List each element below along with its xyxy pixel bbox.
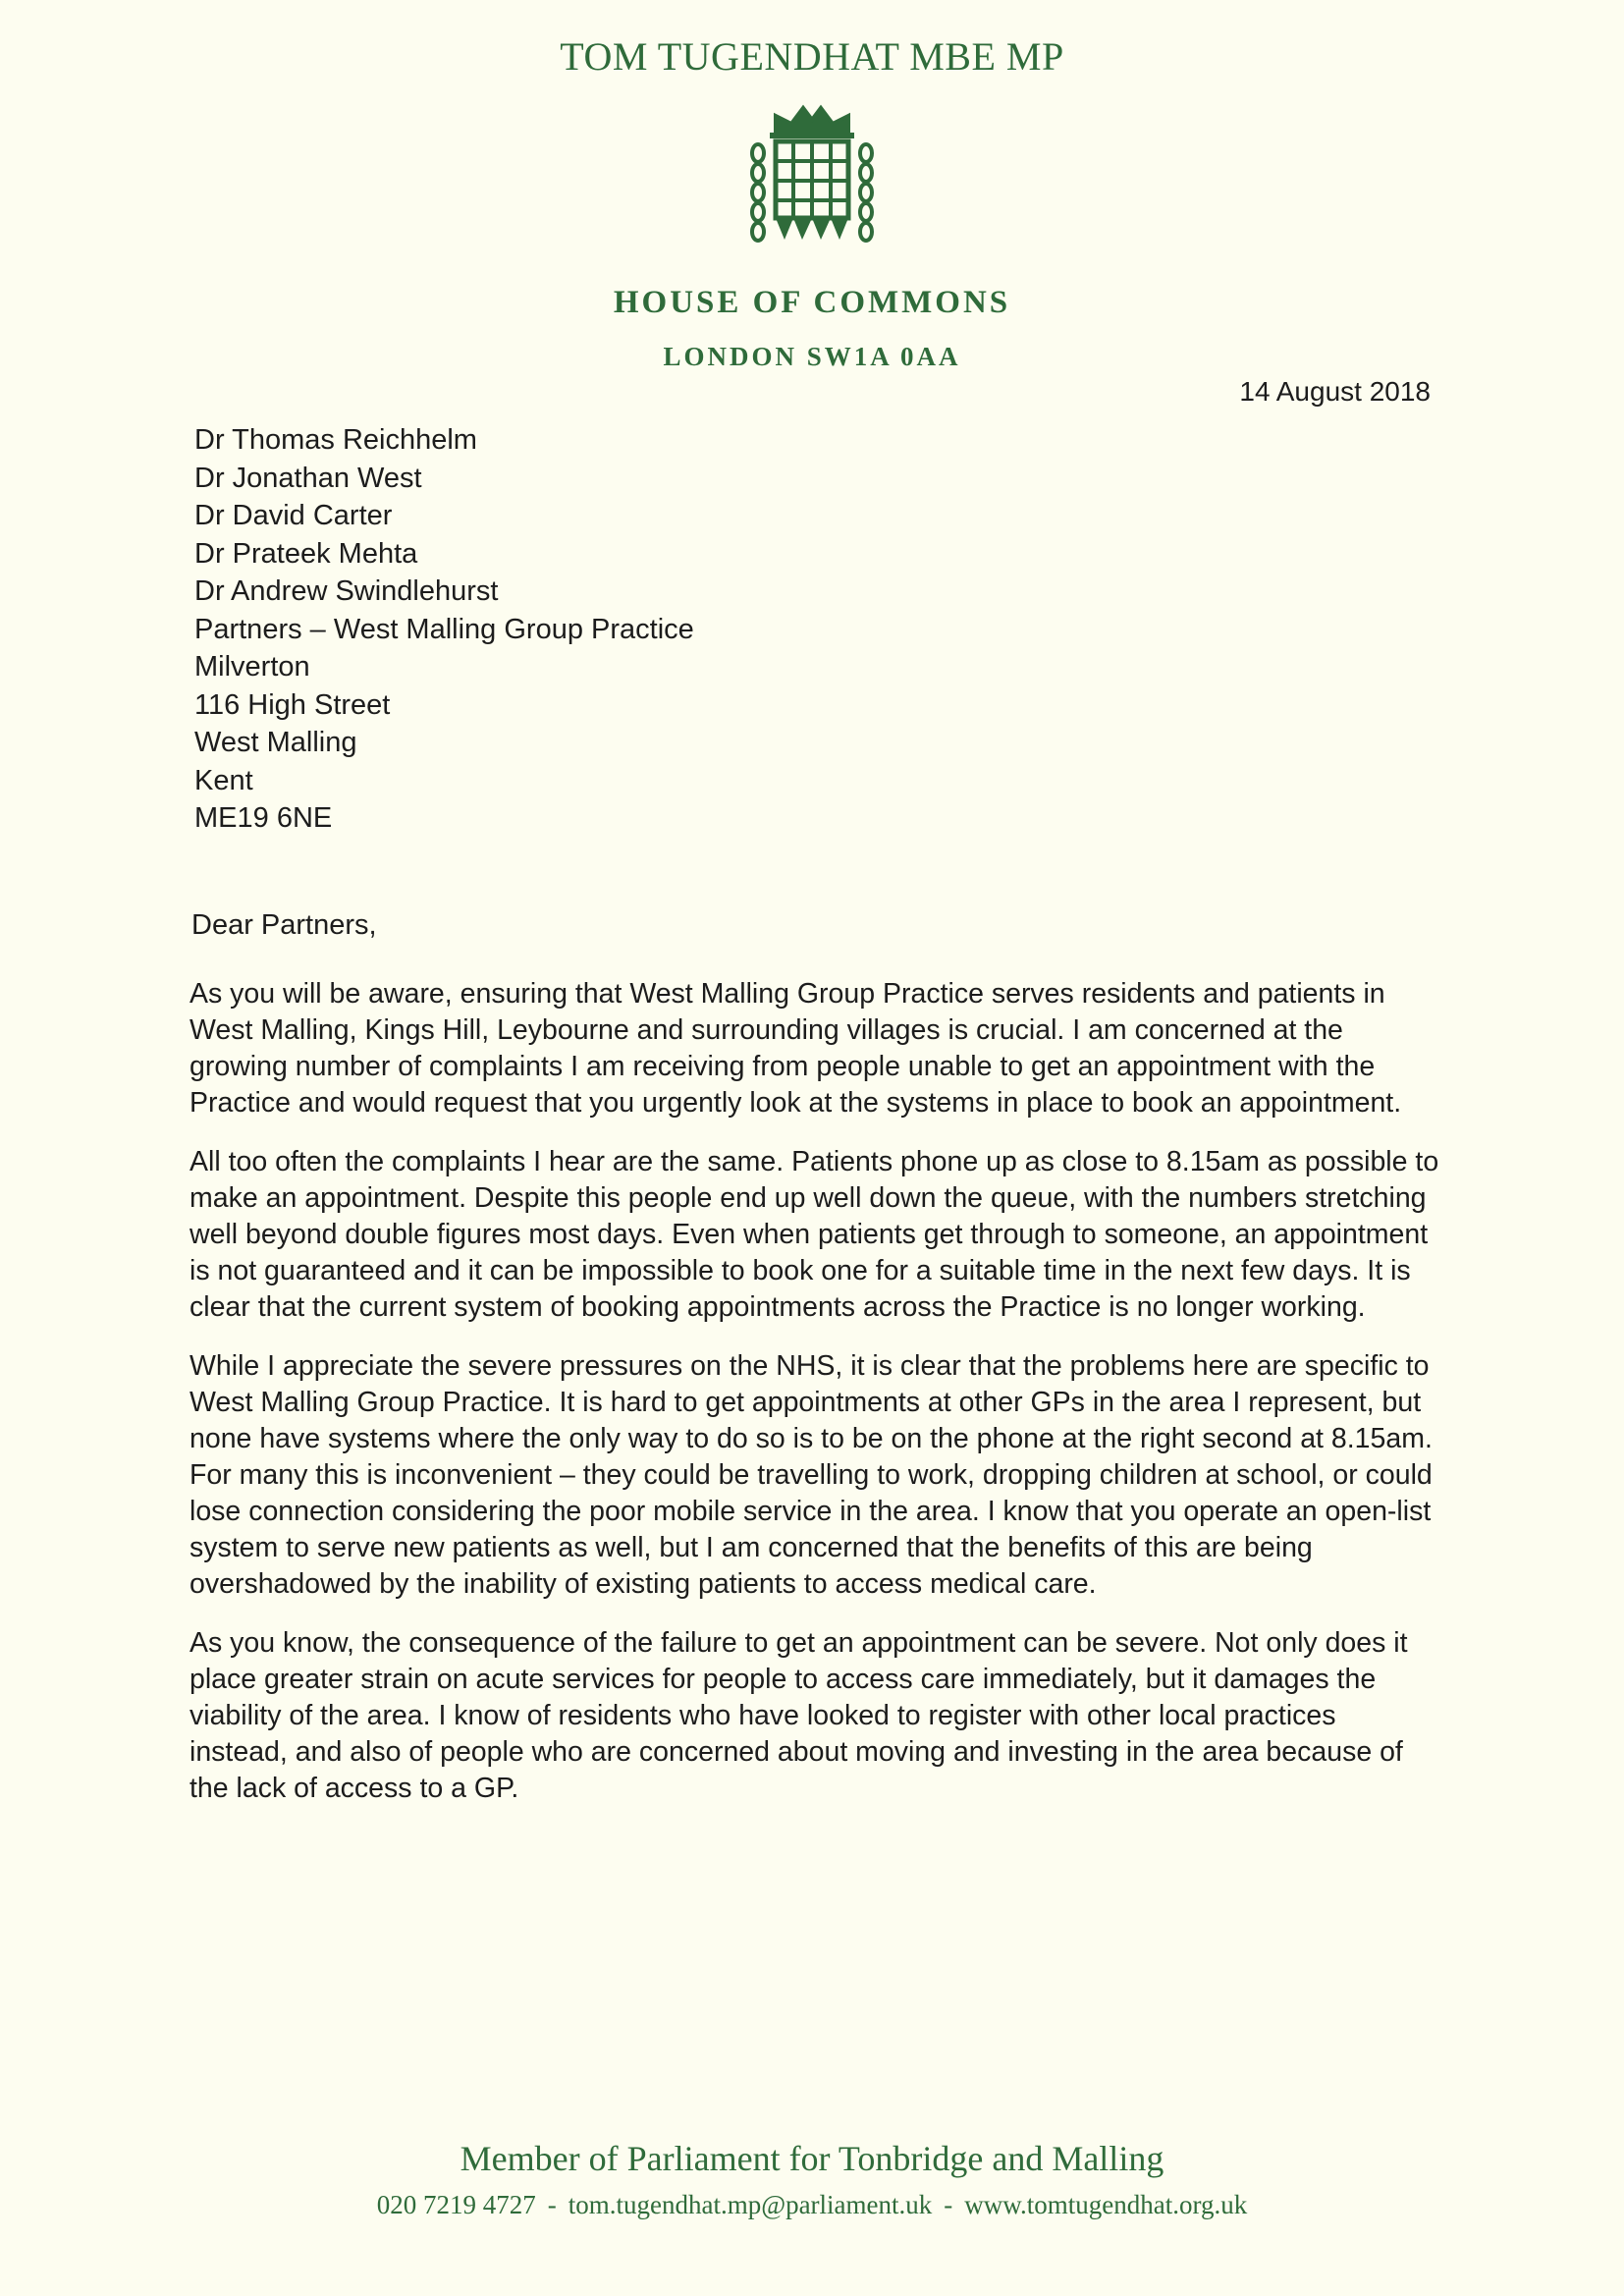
address-line: Dr Thomas Reichhelm: [194, 424, 477, 456]
body-paragraph: As you will be aware, ensuring that West Malling Group Practice serves residents and patients in West Malling, Kings Hill, Leybourne and surrounding villages is crucial. I am concerned at the growing number of complaints I am receiving from people unable to get an appointment with the Practice and would request that you urgently look at the systems in place to book an appointment.: [189, 978, 1402, 1119]
footer-phone: 020 7219 4727: [376, 2190, 536, 2219]
footer-separator: -: [547, 2190, 557, 2219]
mp-name-heading: TOM TUGENDHAT MBE MP: [560, 34, 1064, 79]
house-of-commons-heading: HOUSE OF COMMONS: [613, 285, 1011, 320]
body-paragraph: While I appreciate the severe pressures on the NHS, it is clear that the problems here are specific to West Malling Group Practice. It is hard to get appointments at other GPs in the area I represent, but none have systems where the only way to do so is to be on the phone at the right second at 8.15am. For many this is inconvenient – they could be travelling to work, dropping children at school, or could lose connection considering the poor mobile service in the area. I know that you operate an open-list system to serve new patients as well, but I am concerned that the benefits of this are being overshadowed by the inability of existing patients to access medical care.: [189, 1350, 1433, 1600]
footer-title: Member of Parliament for Tonbridge and Malling: [460, 2139, 1164, 2178]
address-line: Kent: [194, 764, 253, 796]
address-line: Dr Prateek Mehta: [194, 537, 418, 570]
address-line: Milverton: [194, 651, 310, 683]
footer-website-link[interactable]: www.tomtugendhat.org.uk: [964, 2190, 1248, 2219]
address-line: ME19 6NE: [194, 802, 333, 834]
address-line: 116 High Street: [194, 688, 391, 721]
recipient-address-block: [194, 421, 694, 838]
address-line: West Malling: [194, 727, 357, 758]
salutation: Dear Partners,: [191, 909, 377, 941]
body-paragraph: All too often the complaints I hear are the same. Patients phone up as close to 8.15am as possible to make an appointment. Despite this people end up well down the queue, with the numbers stretching well beyond double figures most days. Even when patients get through to someone, an appointment is not guaranteed and it can be impossible to book one for a suitable time in the next few days. It is clear that the current system of booking appointments across the Practice is no longer working.: [189, 1146, 1439, 1323]
body-paragraph: As you know, the consequence of the failure to get an appointment can be severe. Not only does it place greater strain on acute services for people to access care immediately, but it damages the viability of the area. I know of residents who have looked to register with other local practices instead, and also of people who are concerned about moving and investing in the area because of the lack of access to a GP.: [189, 1627, 1408, 1804]
address-line: Dr Jonathan West: [194, 462, 422, 494]
footer-separator: -: [944, 2190, 953, 2219]
address-line: Dr Andrew Swindlehurst: [194, 575, 499, 607]
letter-body: [189, 976, 1441, 1830]
portcullis-icon: [746, 102, 878, 246]
address-line: Partners – West Malling Group Practice: [194, 613, 694, 645]
letter-date: 14 August 2018: [1239, 376, 1431, 407]
footer-email-link[interactable]: tom.tugendhat.mp@parliament.uk: [568, 2190, 933, 2219]
london-address-heading: LONDON SW1A 0AA: [663, 342, 961, 371]
footer-contact-line: [0, 2190, 1624, 2220]
address-line: Dr David Carter: [194, 500, 393, 531]
